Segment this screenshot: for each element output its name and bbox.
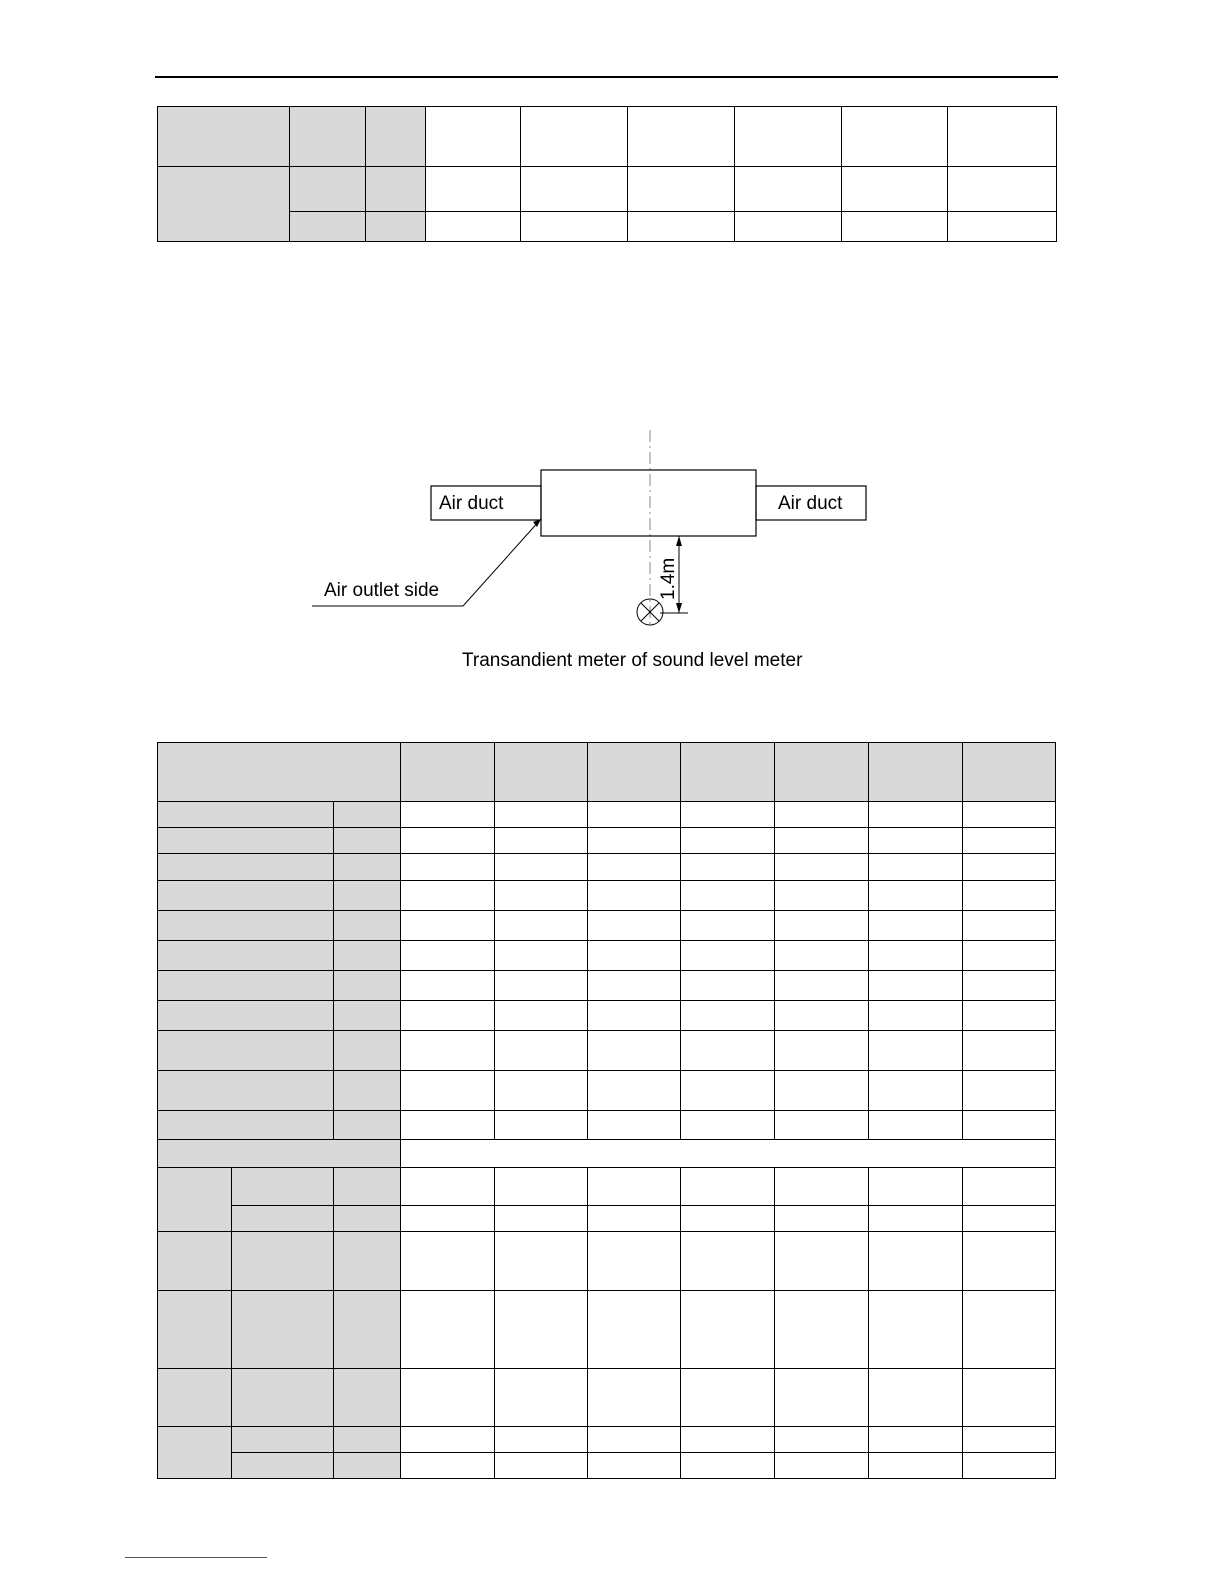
- table-row: [158, 971, 1056, 1001]
- table-row: [158, 1001, 1056, 1031]
- table-row: [158, 1140, 1056, 1168]
- table-row: [158, 1369, 1056, 1427]
- right-duct-label: Air duct: [778, 493, 843, 514]
- table-row: [158, 828, 1056, 854]
- table-row: [158, 881, 1056, 911]
- dimension-arrow-bottom: [676, 603, 682, 613]
- table-header-cell: [158, 743, 401, 802]
- diagram-caption: Transandient meter of sound level meter: [462, 650, 803, 671]
- table-header-cell: [400, 743, 494, 802]
- table-row: [158, 1168, 1056, 1206]
- table-row: [158, 941, 1056, 971]
- table-row: [158, 1031, 1056, 1071]
- table-header-cell: [494, 743, 587, 802]
- table-row: [158, 1427, 1056, 1453]
- table-row: [158, 911, 1056, 941]
- table-header-cell: [962, 743, 1055, 802]
- left-duct-label: Air duct: [439, 493, 504, 514]
- table-row: [158, 1291, 1056, 1369]
- spec-table: [157, 742, 1056, 1479]
- table-row: [158, 802, 1056, 828]
- distance-label: 1.4m: [658, 557, 679, 600]
- table-header-cell: [587, 743, 680, 802]
- table-row: [158, 1111, 1056, 1140]
- table-row: [158, 1071, 1056, 1111]
- table-header-cell: [681, 743, 775, 802]
- table-row: [158, 1232, 1056, 1291]
- dimension-arrow-top: [676, 536, 682, 546]
- table-header-cell: [775, 743, 868, 802]
- table-row: [158, 854, 1056, 881]
- sound-measurement-diagram: [0, 0, 1224, 700]
- table-row: [158, 1206, 1056, 1232]
- unit-box: [541, 470, 756, 536]
- table-header-cell: [868, 743, 962, 802]
- sound-meter-symbol: [637, 599, 663, 625]
- table-row: [158, 1453, 1056, 1479]
- outlet-side-label: Air outlet side: [324, 580, 440, 601]
- footer-link-underline[interactable]: [125, 1557, 267, 1558]
